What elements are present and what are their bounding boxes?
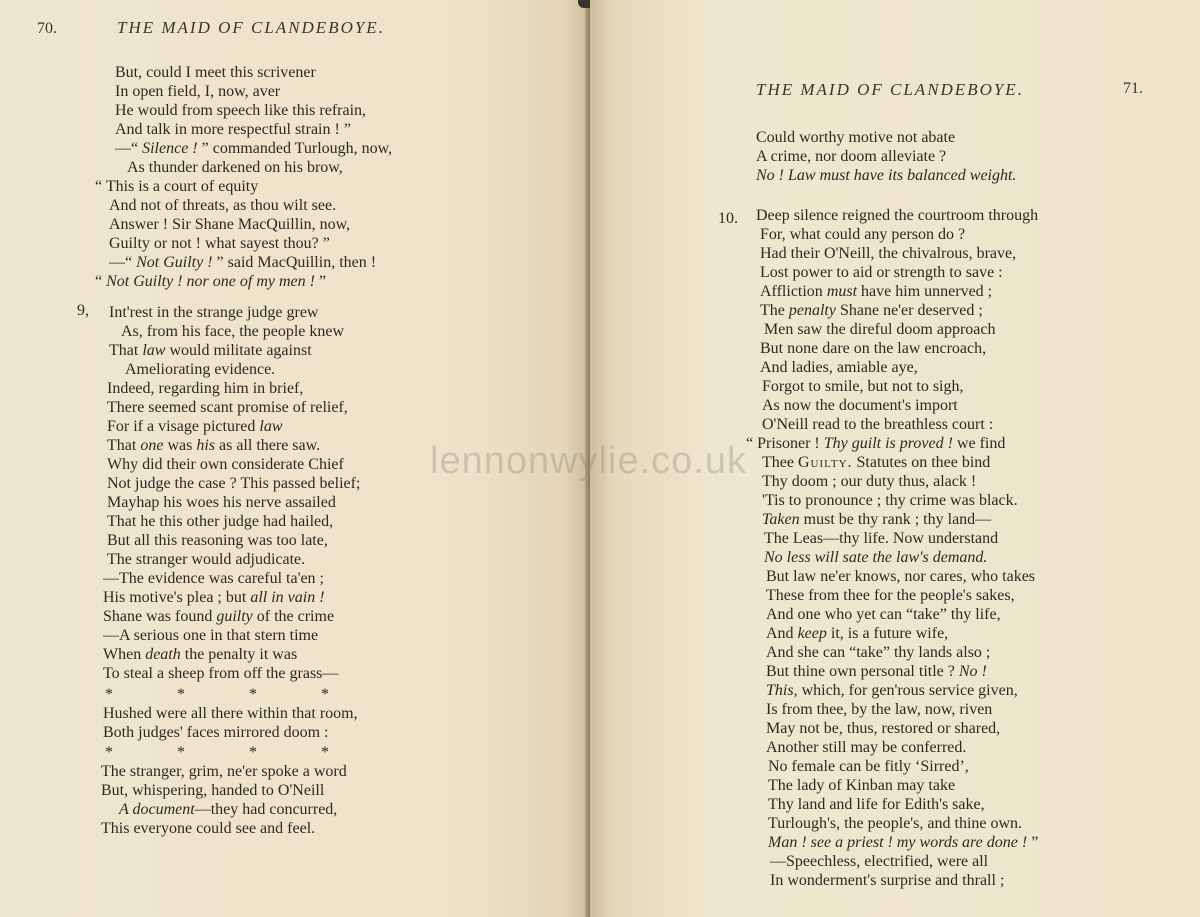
left-poem-line: That one was his as all there saw. [107, 437, 321, 454]
left-poem-line: A document—they had concurred, [119, 801, 338, 818]
left-poem-line: The stranger would adjudicate. [107, 551, 306, 568]
right-poem-line: This, which, for gen'rous service given, [766, 682, 1018, 699]
right-poem-line: O'Neill read to the breathless court : [762, 416, 994, 433]
right-poem-line: As now the document's import [762, 397, 958, 414]
right-poem-line: May not be, thus, restored or shared, [766, 720, 1001, 737]
left-poem-line: The stranger, grim, ne'er spoke a word [101, 763, 347, 780]
left-poem-line: * * * * [105, 744, 329, 761]
right-poem-line: In wonderment's surprise and thrall ; [770, 872, 1005, 889]
left-poem-line: “ This is a court of equity [95, 178, 259, 195]
right-poem-line: Could worthy motive not abate [756, 129, 956, 146]
right-poem-line: No ! Law must have its balanced weight. [756, 167, 1017, 184]
right-poem-line: For, what could any person do ? [760, 226, 966, 243]
left-poem-line: Hushed were all there within that room, [103, 705, 358, 722]
left-poem-line: Both judges' faces mirrored doom : [103, 724, 329, 741]
right-poem-line: —Speechless, electrified, were all [770, 853, 989, 870]
right-poem-line: Another still may be conferred. [766, 739, 967, 756]
left-poem-line: In open field, I, now, aver [115, 83, 281, 100]
left-poem-line: But all this reasoning was too late, [107, 532, 328, 549]
left-poem-line: And not of threats, as thou wilt see. [109, 197, 337, 214]
left-poem-line: As, from his face, the people knew [121, 323, 345, 340]
right-poem-line: The lady of Kinban may take [768, 777, 956, 794]
left-poem-line: Not judge the case ? This passed belief; [107, 475, 361, 492]
right-running-head: THE MAID OF CLANDEBOYE. [756, 80, 1024, 99]
left-poem-line: Ameliorating evidence. [125, 361, 276, 378]
stanza-number-10: 10. [718, 210, 738, 227]
left-poem-line: For if a visage pictured law [107, 418, 283, 435]
left-poem-line: —A serious one in that stern time [103, 627, 319, 644]
right-poem-line: Taken must be thy rank ; thy land— [762, 511, 992, 528]
right-poem-line: Affliction must have him unnerved ; [760, 283, 993, 300]
right-poem-line: But none dare on the law encroach, [760, 340, 987, 357]
right-poem-line: 'Tis to pronounce ; thy crime was black. [762, 492, 1018, 509]
left-poem-line: —“ Silence ! ” commanded Turlough, now, [115, 140, 393, 157]
right-poem-line: Had their O'Neill, the chivalrous, brave, [760, 245, 1017, 262]
left-poem-line: Int'rest in the strange judge grew [109, 304, 319, 321]
left-poem-line: But, could I meet this scrivener [115, 64, 316, 81]
right-poem-line: Is from thee, by the law, now, riven [766, 701, 993, 718]
right-poem-line: But thine own personal title ? No ! [766, 663, 987, 680]
left-poem-line: His motive's plea ; but all in vain ! [103, 589, 325, 606]
right-poem-line: Thy doom ; our duty thus, alack ! [762, 473, 977, 490]
right-poem-line: Deep silence reigned the courtroom through [756, 207, 1039, 224]
left-poem-text [95, 63, 575, 843]
right-poem-line: Thy land and life for Edith's sake, [768, 796, 985, 813]
left-poem-line: Shane was found guilty of the crime [103, 608, 335, 625]
right-poem-line: And keep it, is a future wife, [766, 625, 949, 642]
right-poem-line: But law ne'er knows, nor cares, who takes [766, 568, 1036, 585]
right-poem-line: A crime, nor doom alleviate ? [756, 148, 947, 165]
right-page-number: 71. [1123, 80, 1143, 97]
right-poem-line: “ Prisoner ! Thy guilt is proved ! we find [746, 435, 1006, 452]
right-poem-line: No less will sate the law's demand. [764, 549, 988, 566]
left-poem-line: Mayhap his woes his nerve assailed [107, 494, 336, 511]
right-poem-line: Men saw the direful doom approach [764, 321, 996, 338]
left-poem-line: That law would militate against [109, 342, 312, 359]
right-poem-line: No female can be fitly ‘Sirred’, [768, 758, 969, 775]
stanza-number-9: 9, [77, 302, 89, 319]
left-poem-line: This everyone could see and feel. [101, 820, 316, 837]
left-poem-line: “ Not Guilty ! nor one of my men ! ” [95, 273, 327, 290]
left-poem-line: —“ Not Guilty ! ” said MacQuillin, then ! [109, 254, 377, 271]
left-page-number: 70. [37, 20, 57, 37]
left-poem-line: —The evidence was careful ta'en ; [103, 570, 324, 587]
left-poem-line: As thunder darkened on his brow, [127, 159, 343, 176]
left-poem-line: There seemed scant promise of relief, [107, 399, 348, 416]
right-poem-line: Lost power to aid or strength to save : [760, 264, 1003, 281]
right-poem-line: Thee Guilty. Statutes on thee bind [762, 454, 991, 471]
left-poem-line: To steal a sheep from off the grass— [103, 665, 339, 682]
right-poem-line: The penalty Shane ne'er deserved ; [760, 302, 983, 319]
left-poem-line: * * * * [105, 686, 329, 703]
right-poem-text [746, 128, 1186, 898]
right-poem-line: These from thee for the people's sakes, [766, 587, 1015, 604]
left-poem-line: Why did their own considerate Chief [107, 456, 344, 473]
watermark: lennonwylie.co.uk [430, 440, 747, 482]
right-poem-line: And ladies, amiable aye, [760, 359, 918, 376]
left-poem-line: He would from speech like this refrain, [115, 102, 367, 119]
left-poem-line: Guilty or not ! what sayest thou? ” [109, 235, 330, 252]
right-poem-line: The Leas—thy life. Now understand [764, 530, 999, 547]
right-poem-line: Forgot to smile, but not to sigh, [762, 378, 964, 395]
left-poem-line: When death the penalty it was [103, 646, 298, 663]
right-page [590, 0, 1200, 917]
left-poem-line: And talk in more respectful strain ! ” [115, 121, 351, 138]
left-poem-line: Indeed, regarding him in brief, [107, 380, 304, 397]
left-poem-line: That he this other judge had hailed, [107, 513, 334, 530]
left-running-head: THE MAID OF CLANDEBOYE. [117, 18, 385, 37]
left-page [0, 0, 588, 917]
left-poem-line: But, whispering, handed to O'Neill [101, 782, 325, 799]
right-poem-line: Turlough's, the people's, and thine own. [768, 815, 1023, 832]
left-poem-line: Answer ! Sir Shane MacQuillin, now, [109, 216, 351, 233]
right-poem-line: And she can “take” thy lands also ; [766, 644, 991, 661]
right-poem-line: Man ! see a priest ! my words are done ! ” [768, 834, 1039, 851]
right-poem-line: And one who yet can “take” thy life, [766, 606, 1001, 623]
